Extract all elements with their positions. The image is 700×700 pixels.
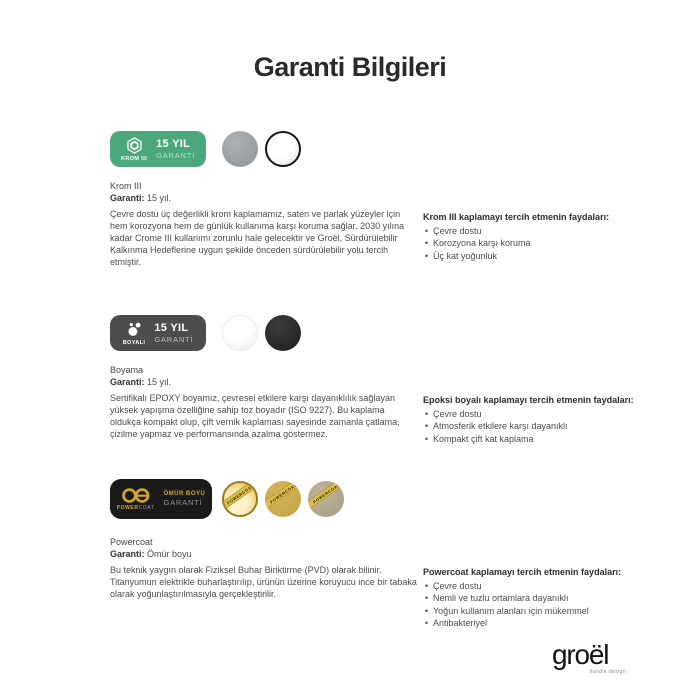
warranty-line: [110, 193, 418, 205]
boyama-benefits: [423, 394, 675, 445]
benefit-item: • Yoğun kullanım alanları için mükemmel: [423, 605, 675, 618]
benefits-list: [423, 408, 675, 446]
powercoat-benefits: [423, 566, 675, 630]
hexagon-icon: [125, 136, 144, 155]
swatch-matte-gold: [265, 481, 301, 517]
benefits-list: [423, 225, 675, 263]
swatch-satin-chrome: [222, 131, 258, 167]
boyama-badge-row: [110, 315, 308, 351]
krom-iii-warranty-badge: [110, 131, 206, 167]
coating-description: Bu teknik yaygın olarak Fiziksel Buhar Biriktirme (PVD) olarak bilinir. Titanyumun elektrikle buharlaştırılıp, ürünün üzerine koruyucu ince bir tabaka olarak yoğunlaştırılmasıyla gerçekleştirilir.: [110, 565, 417, 599]
krom-iii-badge-row: [110, 131, 308, 167]
benefit-item: • Korozyona karşı koruma: [423, 237, 675, 250]
boyama-text-block: [110, 365, 418, 440]
warranty-value: 15 yıl.: [147, 376, 172, 387]
swatch-polished-chrome: [265, 131, 301, 167]
powercoat-brand-label: [117, 506, 155, 511]
warranty-value: 15 yıl.: [147, 192, 172, 203]
page-title: Garanti Bilgileri: [253, 52, 447, 82]
paint-splash-icon: [125, 320, 144, 339]
swatch-champagne-gold: [308, 481, 344, 517]
badge-material-label: KROM III: [120, 155, 148, 162]
coating-name: Krom III: [110, 181, 142, 191]
warranty-label: Garanti:: [110, 548, 145, 559]
badge-duration: 15 YIL: [156, 137, 191, 150]
brand-footer: [552, 641, 628, 675]
badge-text-column: [163, 491, 205, 507]
groel-logo: groël: [552, 639, 609, 670]
badge-icon-column: [121, 136, 147, 163]
warranty-label: Garanti:: [110, 376, 145, 387]
benefit-item: • Kompakt çift kat kaplama: [423, 433, 675, 446]
benefit-item: • Atmosferik etkilere karşı dayanıklı: [423, 420, 675, 433]
swatch-painted-white: [222, 315, 258, 351]
powercoat-text-block: [110, 537, 418, 600]
benefits-title: Krom III kaplamayı tercih etmenin faydaları:: [423, 212, 610, 222]
benefit-item: • Çevre dostu: [423, 225, 675, 238]
badge-text-column: [154, 323, 193, 344]
infinity-icon: [120, 487, 152, 504]
powercoat-ribbon: POWERCOAT: [265, 481, 301, 512]
coating-description: Çevre dostu üç değerlikli krom kaplamamız, saten ve parlak yüzeyler için hem korozyona hem de günlük kullanıma karşı koruma sağlar. 2030 yılına kadar Crome III kullanımı zorunlu hale gelecektir ve Groël, Sürdürülebilir Kalkınma Hedeflerine uygun şekilde önceden sürdürülebilir yolu tercih etmiştir.: [110, 209, 405, 267]
coating-name: Powercoat: [110, 537, 153, 547]
powercoat-warranty-badge: [110, 479, 212, 519]
swatch-polished-gold: [222, 481, 258, 517]
benefits-title: Epoksi boyalı kaplamayı tercih etmenin faydaları:: [423, 395, 634, 405]
badge-text-column: [156, 139, 195, 160]
powercoat-badge-row: [110, 479, 351, 519]
logo-tagline: handle design: [589, 669, 626, 675]
badge-warranty-word: GARANTİ: [154, 334, 194, 344]
warranty-line: [110, 549, 418, 561]
warranty-label: Garanti:: [110, 192, 145, 203]
powercoat-ribbon: POWERCOAT: [308, 481, 344, 512]
badge-duration: ÖMÜR BOYU: [163, 491, 206, 498]
swatch-painted-black: [265, 315, 301, 351]
badge-material-label: BOYALI: [122, 339, 146, 346]
badge-icon-column: [123, 320, 146, 347]
benefits-title: Powercoat kaplamayı tercih etmenin faydaları:: [423, 567, 622, 577]
boyali-warranty-badge: [110, 315, 206, 351]
warranty-line: [110, 377, 418, 389]
krom-iii-benefits: [423, 211, 675, 262]
badge-warranty-word: GARANTİ: [156, 150, 196, 160]
warranty-value: Ömür boyu: [147, 548, 192, 559]
benefit-item: • Antibakteriyel: [423, 617, 675, 630]
coating-description: Sertifikalı EPOXY boyamız, çevresel etkilere karşı dayanıklılık sağlayan yüksek yapışma özelliğine sahip toz boyadır (ISO 9227). Bu kaplama oldukça kompakt olup, çift vernik kaplaması sayesinde zamanla çatlama, çizilme yapmaz ve performansında azalma göstermez.: [110, 393, 400, 439]
brand-light: COAT: [138, 505, 155, 511]
coating-name: Boyama: [110, 365, 144, 375]
benefit-item: • Nemli ve tuzlu ortamlara dayanıklı: [423, 592, 675, 605]
powercoat-ribbon: POWERCOAT: [222, 481, 258, 511]
badge-warranty-word: GARANTİ: [163, 498, 203, 508]
brand-bold: POWER: [116, 505, 139, 511]
badge-icon-column: [117, 487, 155, 511]
krom-iii-text-block: [110, 181, 418, 268]
benefits-list: [423, 580, 675, 630]
benefit-item: • Çevre dostu: [423, 580, 675, 593]
badge-duration: 15 YIL: [154, 321, 189, 334]
benefit-item: • Üç kat yoğunluk: [423, 250, 675, 263]
benefit-item: • Çevre dostu: [423, 408, 675, 421]
